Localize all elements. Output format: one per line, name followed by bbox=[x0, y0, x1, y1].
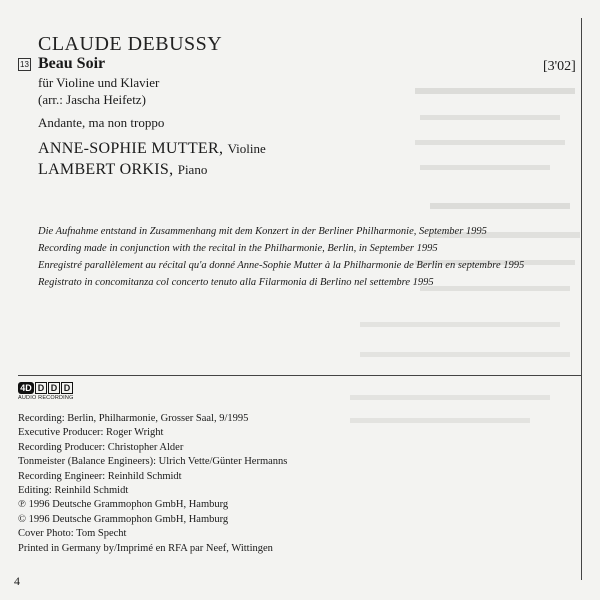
performer-instrument: Piano bbox=[177, 162, 208, 177]
credit-line: © 1996 Deutsche Grammophon GmbH, Hamburg bbox=[18, 513, 229, 525]
track-number-box: 13 bbox=[18, 58, 31, 71]
credit-line: Printed in Germany by/Imprimé en RFA par Neef, Wittingen bbox=[18, 542, 273, 554]
logo-4d-mark: 4D bbox=[18, 382, 34, 394]
credit-line: Editing: Reinhild Schmidt bbox=[18, 485, 129, 497]
performer-line: ANNE-SOPHIE MUTTER, Violine bbox=[38, 140, 266, 157]
credit-line: Recording Producer: Christopher Alder bbox=[18, 441, 184, 453]
logo-d-mark: D bbox=[61, 382, 73, 394]
tempo-marking: Andante, ma non troppo bbox=[38, 115, 165, 130]
right-margin-rule bbox=[581, 18, 582, 580]
section-divider bbox=[18, 375, 582, 376]
performer-name: ANNE-SOPHIE MUTTER bbox=[38, 140, 219, 157]
instrumentation: für Violine und Klavier bbox=[38, 75, 160, 90]
recording-note-de: Die Aufnahme entstand in Zusammenhang mit dem Konzert in der Berliner Philharmonie, September 1995 bbox=[38, 226, 487, 237]
credit-line: Recording: Berlin, Philharmonie, Grosser Saal, 9/1995 bbox=[18, 413, 249, 424]
composer-name: CLAUDE DEBUSSY bbox=[38, 33, 223, 55]
track-duration: [3'02] bbox=[543, 59, 576, 74]
recording-note-en: Recording made in conjunction with the recital in the Philharmonie, Berlin, in September 1995 bbox=[38, 243, 438, 254]
credit-line: Cover Photo: Tom Specht bbox=[18, 528, 127, 540]
logo-caption: AUDIO RECORDING bbox=[18, 395, 74, 401]
credit-line: ℗ 1996 Deutsche Grammophon GmbH, Hamburg bbox=[18, 499, 229, 511]
4d-audio-recording-logo bbox=[18, 382, 73, 401]
piece-title: Beau Soir bbox=[38, 55, 106, 72]
recording-note-fr: Enregistré parallèlement au récital qu'a donné Anne-Sophie Mutter à la Philharmonie de Berlin en septembre 1995 bbox=[38, 260, 525, 271]
arrangement-credit: (arr.: Jascha Heifetz) bbox=[38, 92, 146, 107]
recording-note-it: Registrato in concomitanza col concerto tenuto alla Filarmonia di Berlino nel settembre 1995 bbox=[38, 277, 434, 288]
credit-line: Executive Producer: Roger Wright bbox=[18, 427, 164, 439]
performer-line: LAMBERT ORKIS, Piano bbox=[38, 161, 208, 178]
credit-line: Tonmeister (Balance Engineers): Ulrich Vette/Günter Hermanns bbox=[18, 456, 288, 468]
credit-line: Recording Engineer: Reinhild Schmidt bbox=[18, 470, 182, 482]
logo-d-mark: D bbox=[35, 382, 47, 394]
page-number: 4 bbox=[14, 574, 20, 588]
production-credits bbox=[18, 412, 287, 556]
logo-d-mark: D bbox=[48, 382, 60, 394]
performer-instrument: Violine bbox=[227, 141, 266, 156]
performer-name: LAMBERT ORKIS bbox=[38, 161, 170, 178]
